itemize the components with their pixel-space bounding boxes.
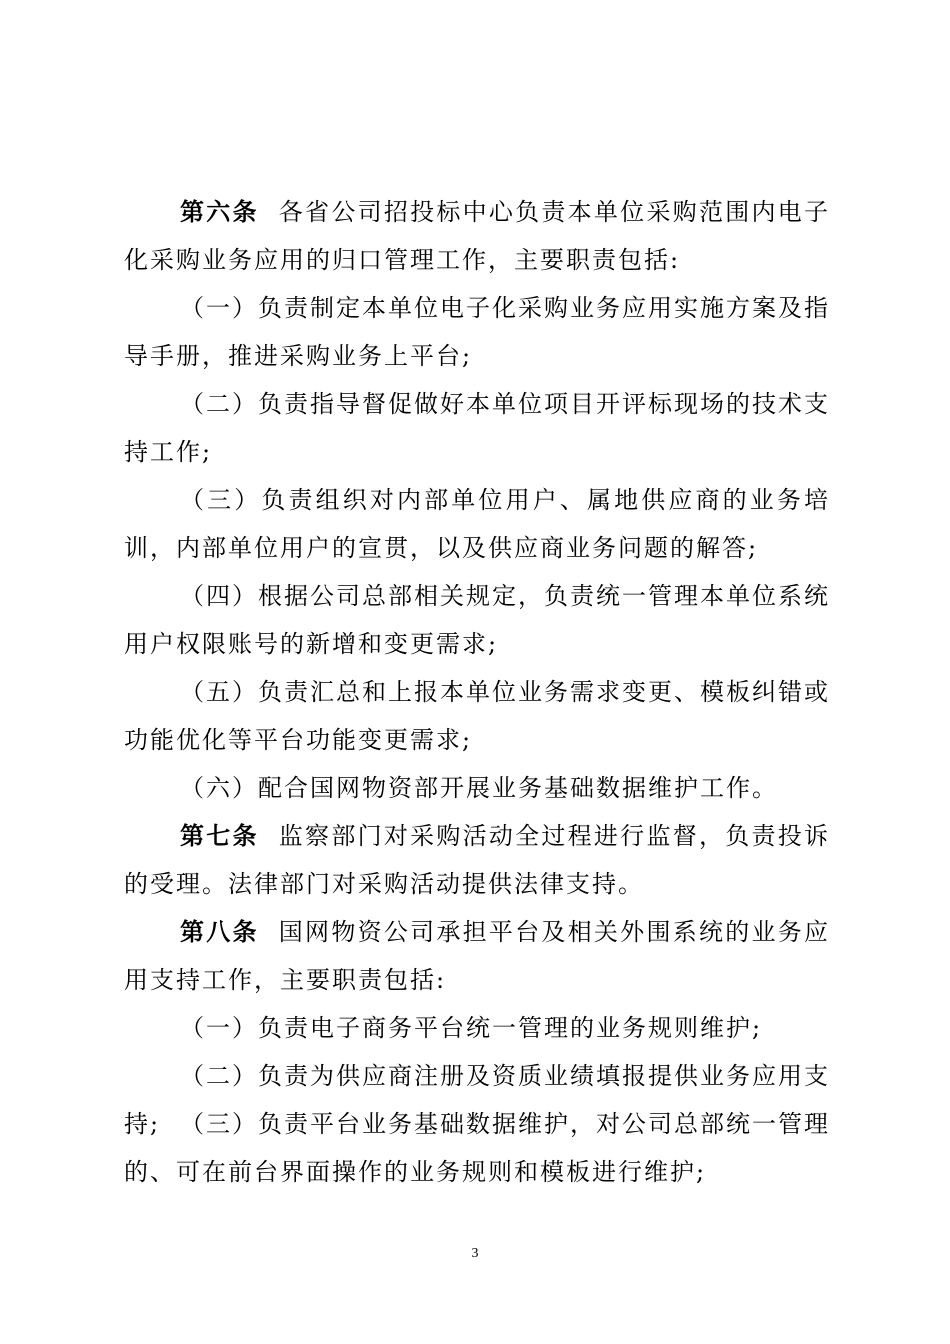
article-7-heading: 第七条 [180, 822, 259, 850]
article-8-heading: 第八条 [180, 918, 259, 946]
article-7-text: 监察部门对采购活动全过程进行监督，负责投诉的受理。法律部门对采购活动提供法律支持。 [124, 822, 831, 898]
article-8-item-1: （一）负责电子商务平台统一管理的业务规则维护; [180, 1014, 763, 1042]
article-8-item-3: （三）负责平台业务基础数据维护，对公司总部统一管理的、可在前台界面操作的业务规则和模板进行维护; [124, 1110, 830, 1186]
article-6-text: 各省公司招投标中心负责本单位采购范围内电子化采购业务应用的归口管理工作，主要职责包括: [124, 198, 831, 274]
page-number: 3 [471, 1246, 479, 1261]
article-8-text: 国网物资公司承担平台及相关外围系统的业务应用支持工作，主要职责包括: [124, 918, 831, 994]
article-6-item-3: （三）负责组织对内部单位用户、属地供应商的业务培训，内部单位用户的宣贯，以及供应商业务问题的解答; [124, 486, 830, 562]
article-6-item-2: （二）负责指导督促做好本单位项目开评标现场的技术支持工作; [124, 390, 830, 466]
article-6-item-6: （六）配合国网物资部开展业务基础数据维护工作。 [180, 774, 778, 802]
article-6-item-4: （四）根据公司总部相关规定，负责统一管理本单位系统用户权限账号的新增和变更需求; [124, 582, 830, 658]
article-8 [124, 908, 830, 1004]
article-7 [124, 812, 830, 908]
article-6-item-5: （五）负责汇总和上报本单位业务需求变更、模板纠错或功能优化等平台功能变更需求; [124, 678, 830, 754]
article-8-item-2: （二）负责为供应商注册及资质业绩填报提供业务应用支持; [124, 1062, 830, 1138]
article-6-heading: 第六条 [180, 198, 259, 226]
article-6 [124, 188, 830, 284]
article-6-item-1: （一）负责制定本单位电子化采购业务应用实施方案及指导手册，推进采购业务上平台; [124, 294, 830, 370]
